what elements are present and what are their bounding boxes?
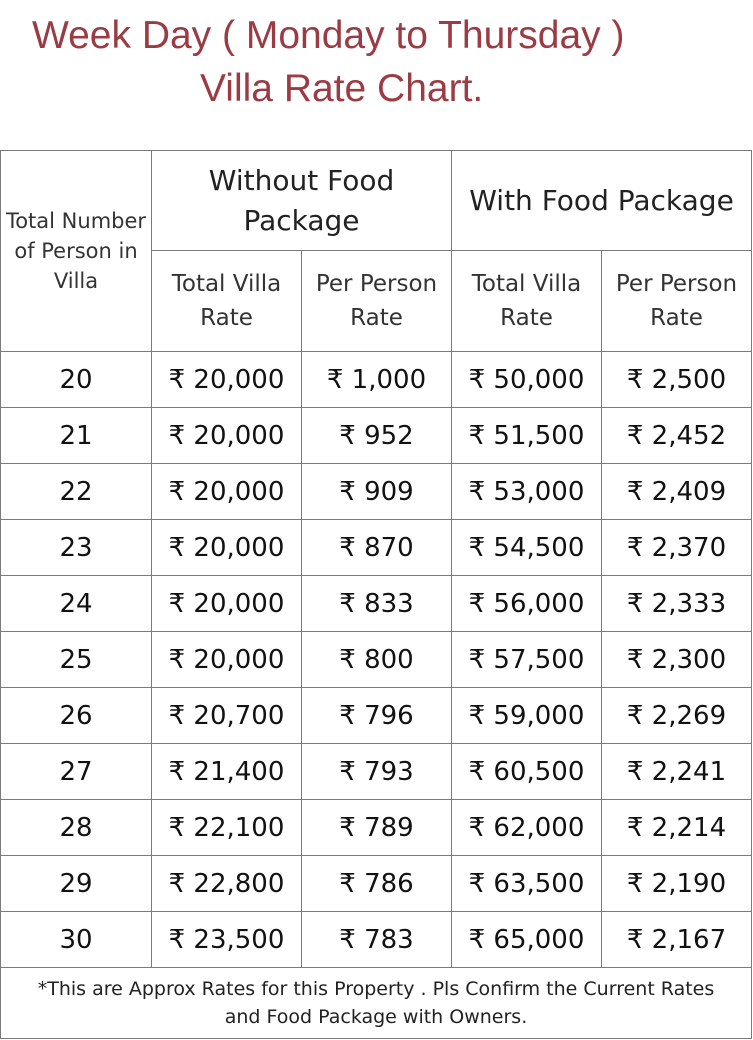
persons-cell: 27 [1, 744, 152, 800]
table-row [1, 576, 752, 632]
persons-cell: 22 [1, 464, 152, 520]
persons-cell: 25 [1, 632, 152, 688]
with-food-per-person-cell: ₹ 2,409 [602, 464, 752, 520]
without-food-total-cell: ₹ 20,000 [152, 576, 302, 632]
with-food-total-cell: ₹ 54,500 [452, 520, 602, 576]
without-food-per-person-cell: ₹ 1,000 [302, 352, 452, 408]
table-row [1, 408, 752, 464]
persons-cell: 24 [1, 576, 152, 632]
table-row [1, 464, 752, 520]
persons-cell: 29 [1, 856, 152, 912]
without-food-total-cell: ₹ 20,000 [152, 352, 302, 408]
persons-column-header: Total Number of Person in Villa [1, 151, 152, 352]
persons-cell: 21 [1, 408, 152, 464]
persons-cell: 30 [1, 912, 152, 968]
without-food-per-person-cell: ₹ 796 [302, 688, 452, 744]
without-food-per-person-header: Per Person Rate [302, 251, 452, 352]
chart-title [0, 0, 753, 148]
rate-table-body [1, 352, 752, 968]
persons-cell: 28 [1, 800, 152, 856]
without-food-header: Without Food Package [152, 151, 452, 251]
with-food-per-person-cell: ₹ 2,370 [602, 520, 752, 576]
group-header-row [1, 151, 752, 251]
with-food-total-cell: ₹ 56,000 [452, 576, 602, 632]
with-food-total-cell: ₹ 50,000 [452, 352, 602, 408]
with-food-per-person-header: Per Person Rate [602, 251, 752, 352]
disclaimer-line-2: and Food Package with Owners. [224, 1006, 528, 1028]
villa-rate-table [0, 150, 752, 968]
table-row [1, 856, 752, 912]
without-food-per-person-cell: ₹ 800 [302, 632, 452, 688]
table-row [1, 912, 752, 968]
without-food-per-person-cell: ₹ 786 [302, 856, 452, 912]
table-row [1, 520, 752, 576]
with-food-total-cell: ₹ 53,000 [452, 464, 602, 520]
disclaimer-line-1: *This are Approx Rates for this Property . Pls Confirm the Current Rates [37, 978, 715, 1000]
persons-cell: 23 [1, 520, 152, 576]
title-line-1: Week Day ( Monday to Thursday ) [32, 14, 625, 57]
without-food-total-cell: ₹ 21,400 [152, 744, 302, 800]
persons-cell: 26 [1, 688, 152, 744]
without-food-total-cell: ₹ 20,000 [152, 632, 302, 688]
with-food-header: With Food Package [452, 151, 752, 251]
without-food-total-cell: ₹ 22,800 [152, 856, 302, 912]
disclaimer-note [0, 968, 752, 1039]
with-food-total-cell: ₹ 57,500 [452, 632, 602, 688]
without-food-total-cell: ₹ 20,000 [152, 464, 302, 520]
without-food-total-cell: ₹ 22,100 [152, 800, 302, 856]
with-food-total-cell: ₹ 63,500 [452, 856, 602, 912]
without-food-per-person-cell: ₹ 952 [302, 408, 452, 464]
title-line-2: Villa Rate Chart. [200, 67, 484, 110]
persons-cell: 20 [1, 352, 152, 408]
with-food-per-person-cell: ₹ 2,500 [602, 352, 752, 408]
without-food-total-cell: ₹ 20,000 [152, 520, 302, 576]
with-food-per-person-cell: ₹ 2,167 [602, 912, 752, 968]
with-food-per-person-cell: ₹ 2,214 [602, 800, 752, 856]
without-food-total-cell: ₹ 20,000 [152, 408, 302, 464]
with-food-per-person-cell: ₹ 2,333 [602, 576, 752, 632]
without-food-per-person-cell: ₹ 793 [302, 744, 452, 800]
with-food-per-person-cell: ₹ 2,269 [602, 688, 752, 744]
table-row [1, 744, 752, 800]
table-row [1, 632, 752, 688]
with-food-total-cell: ₹ 51,500 [452, 408, 602, 464]
without-food-total-cell: ₹ 23,500 [152, 912, 302, 968]
with-food-total-cell: ₹ 65,000 [452, 912, 602, 968]
without-food-per-person-cell: ₹ 783 [302, 912, 452, 968]
with-food-total-header: Total Villa Rate [452, 251, 602, 352]
without-food-per-person-cell: ₹ 833 [302, 576, 452, 632]
with-food-total-cell: ₹ 60,500 [452, 744, 602, 800]
table-row [1, 800, 752, 856]
with-food-per-person-cell: ₹ 2,241 [602, 744, 752, 800]
without-food-per-person-cell: ₹ 909 [302, 464, 452, 520]
with-food-per-person-cell: ₹ 2,190 [602, 856, 752, 912]
with-food-total-cell: ₹ 59,000 [452, 688, 602, 744]
with-food-per-person-cell: ₹ 2,452 [602, 408, 752, 464]
without-food-per-person-cell: ₹ 870 [302, 520, 452, 576]
without-food-total-cell: ₹ 20,700 [152, 688, 302, 744]
without-food-total-header: Total Villa Rate [152, 251, 302, 352]
table-row [1, 352, 752, 408]
without-food-per-person-cell: ₹ 789 [302, 800, 452, 856]
with-food-per-person-cell: ₹ 2,300 [602, 632, 752, 688]
table-row [1, 688, 752, 744]
with-food-total-cell: ₹ 62,000 [452, 800, 602, 856]
